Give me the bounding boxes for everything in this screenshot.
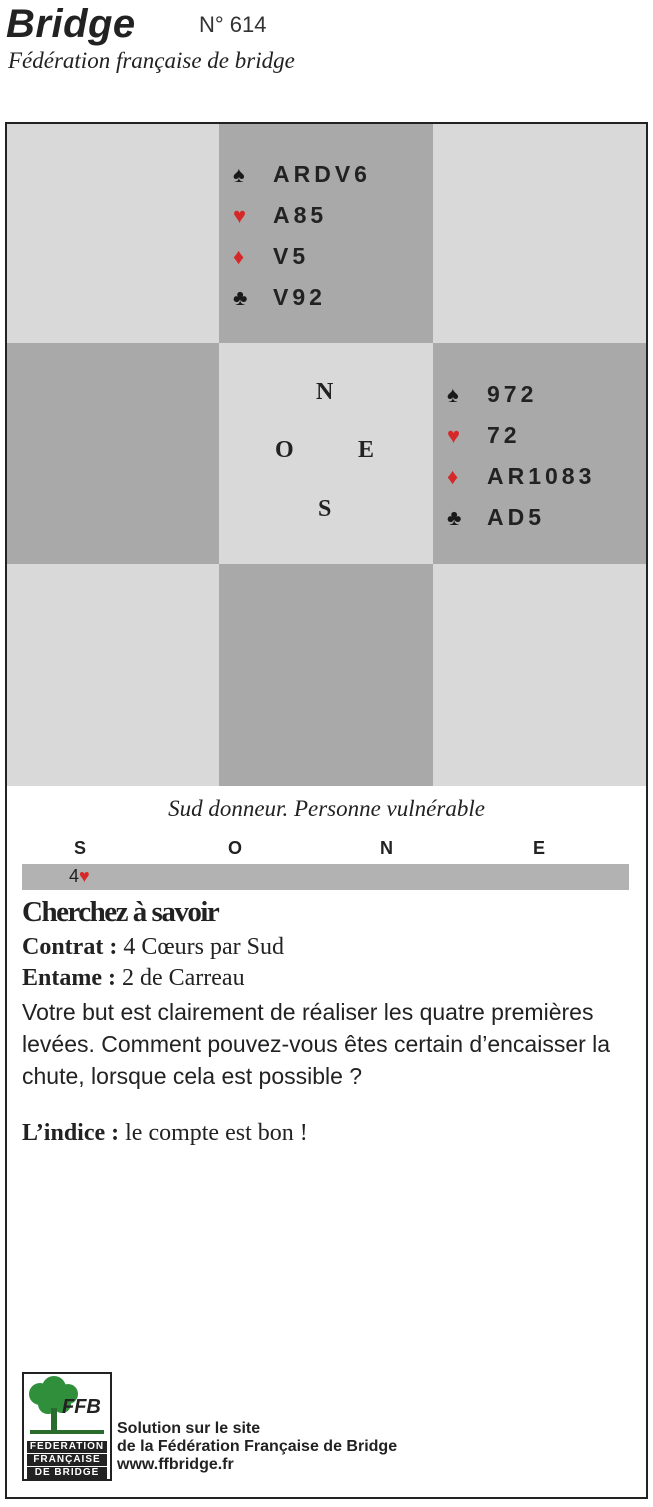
cell-northwest (7, 124, 219, 343)
hint-value: le compte est bon ! (119, 1120, 308, 1146)
page-title: Bridge (6, 2, 136, 46)
east-clubs: AD5 (487, 504, 546, 530)
north-diamonds: V5 (273, 243, 310, 269)
bid-header-south: S (74, 838, 87, 858)
logo-caption-line: FRANÇAISE (27, 1454, 107, 1466)
diamond-icon: ♦ (233, 243, 245, 269)
east-hearts: 72 (487, 422, 521, 448)
bidding-row (22, 864, 629, 890)
problem-body: Votre but est clairement de réaliser les quatre premières levées. Comment pouvez-vous êtes certain d’encaisser la chute, lorsque cela est possible ? (22, 999, 611, 1089)
lead-value: 2 de Carreau (115, 965, 245, 991)
logo-caption-line: FEDERATION (27, 1441, 107, 1453)
spade-icon: ♠ (233, 161, 245, 187)
lead-line (22, 965, 245, 992)
cell-center (219, 343, 433, 564)
compass-north: N (316, 379, 334, 405)
bid-header-west: O (228, 838, 243, 858)
cell-south (219, 564, 433, 786)
logo-caption-line: DE BRIDGE (27, 1467, 107, 1479)
logo-text: FFB (62, 1396, 101, 1418)
bid-level: 4 (69, 866, 80, 886)
hint-line (22, 1120, 308, 1147)
north-hearts: A85 (273, 202, 328, 228)
bridge-problem-card (5, 122, 648, 1499)
solution-url[interactable]: www.ffbridge.fr (117, 1456, 234, 1473)
deal-caption: Sud donneur. Personne vulnérable (168, 796, 485, 821)
issue-number: N° 614 (199, 12, 267, 37)
heart-icon: ♥ (233, 202, 247, 228)
heart-icon: ♥ (79, 866, 90, 886)
club-icon: ♣ (447, 504, 462, 530)
ffb-logo (22, 1372, 112, 1481)
lead-label: Entame : (22, 965, 116, 991)
logo-caption (24, 1440, 110, 1480)
north-hand (233, 154, 371, 318)
solution-line: Solution sur le site (117, 1420, 261, 1437)
compass-west: O (275, 437, 294, 463)
spade-icon: ♠ (447, 381, 459, 407)
compass-east: E (358, 437, 375, 463)
north-clubs: V92 (273, 284, 326, 310)
contract-value: 4 Cœurs par Sud (117, 934, 284, 960)
problem-title: Cherchez à savoir (22, 896, 219, 928)
heart-icon: ♥ (447, 422, 461, 448)
cell-northeast (433, 124, 646, 343)
east-hand (447, 374, 595, 538)
cell-southeast (433, 564, 646, 786)
contract-line (22, 934, 284, 961)
diamond-icon: ♦ (447, 463, 459, 489)
solution-note (117, 1420, 397, 1474)
east-spades: 972 (487, 381, 538, 407)
bid-header-east: E (533, 838, 546, 858)
page-subtitle: Fédération française de bridge (8, 48, 295, 73)
deal-diagram (7, 124, 646, 786)
contract-label: Contrat : (22, 934, 118, 960)
bid-header-north: N (380, 838, 393, 858)
club-icon: ♣ (233, 284, 248, 310)
cell-west (7, 343, 219, 564)
hint-label: L’indice : (22, 1120, 120, 1146)
north-spades: ARDV6 (273, 161, 371, 187)
cell-southwest (7, 564, 219, 786)
solution-line: de la Fédération Française de Bridge (117, 1438, 398, 1455)
east-diamonds: AR1083 (487, 463, 596, 489)
compass-south: S (318, 496, 332, 522)
south-bid (69, 866, 90, 887)
